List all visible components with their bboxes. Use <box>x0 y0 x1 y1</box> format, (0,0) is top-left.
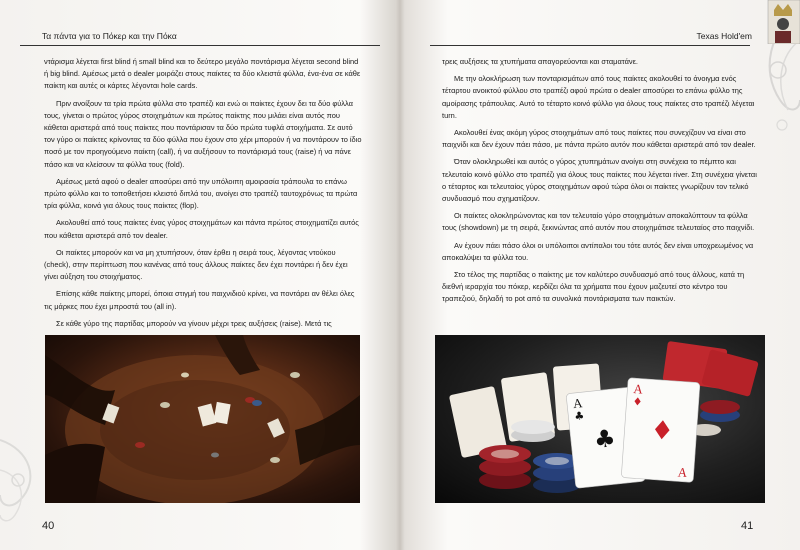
paragraph: Ακολουθεί ένας ακόμη γύρος στοιχημάτων από τους παίκτες που συνεχίζουν να είναι στο παιχνίδι και δεν έχουν πάει πάσο, με πάντα πρώτο αυτόν που κάθεται αριστερά από τον dealer. <box>442 128 756 150</box>
king-card-icon <box>766 0 800 44</box>
svg-text:♣: ♣ <box>573 409 585 424</box>
paragraph: ντάρισμα λέγεται first blind ή small blind και το δεύτερο μεγάλο ποντάρισμα λέγεται second blind ή big blind. Αμέσως μετά ο dealer μοιράζει στους παίκτες τα δύο κλειστά φύλλα, ένα-ένα σε κάθε παίκτη και αυτές οι κάρτες λέγονται hole cards. <box>44 57 361 91</box>
paragraph: Αν έχουν πάει πάσο όλοι οι υπόλοιποι αντίπαλοι του τότε αυτός δεν είναι υποχρεωμένος να αποκαλύψει τα φύλλα του. <box>442 240 754 262</box>
chip-stack-red <box>479 445 531 489</box>
running-header: Texas Hold'em <box>696 31 752 41</box>
header-divider <box>430 45 750 46</box>
poker-table-photo <box>45 335 360 503</box>
paragraph: Οι παίκτες ολοκληρώνοντας και τον τελευταίο γύρο στοιχημάτων αποκαλύπτουν τα φύλλα τους (showdown) με τη σειρά, ξεκινώντας από αυτόν που στοιχημάτισε τελευταίος στο παιχνίδι. <box>442 211 755 233</box>
body-text <box>44 56 362 335</box>
cards-and-chips-photo <box>435 335 765 503</box>
paragraph: Σε κάθε γύρο της παρτίδας μπορούν να γίνουν μέχρι τρεις αυξήσεις (raise). Μετά τις <box>56 318 332 328</box>
poker-table-illustration <box>45 335 360 503</box>
paragraph: Οι παίκτες μπορούν και να μη χτυπήσουν, όταν έρθει η σειρά τους, λέγοντας ντούκου (check), στην περίπτωση που κανένας από τους άλλους παίκτες δεν έχει ποντάρει ή δεν έχει γίνει αύξηση του στοιχήματος. <box>44 247 348 282</box>
svg-text:♣: ♣ <box>592 424 617 455</box>
paragraph: Ακολουθεί από τους παίκτες ένας γύρος στοιχημάτων και πάντα πρώτος στοιχηματίζει αυτός που κάθεται αριστερά από τον dealer. <box>44 218 359 240</box>
ace-of-diamonds-card <box>621 378 700 483</box>
paragraph: Με την ολοκλήρωση των πονταρισμάτων από τους παίκτες ακολουθεί το άνοιγμα ενός τέταρτου ανοικτού φύλλου στο τραπέζι αφού πρώτα ο dealer αποσύρει το επάνω φύλλο της αμοίρασης τράπουλας. Αυτό το τέταρτο κοινό φύλλο για όλους τους παίκτες στο τραπέζι λέγεται turn. <box>442 74 755 120</box>
svg-text:A: A <box>677 464 688 480</box>
svg-text:♦: ♦ <box>632 395 643 409</box>
cards-chips-illustration <box>435 335 765 503</box>
body-text <box>442 56 762 311</box>
paragraph: Αμέσως μετά αφού ο dealer αποσύρει από την υπόλοιπη αμοιρασία τράπουλα το επάνω πρώτο φύλλο και το τοποθετήσει κλειστό διπλά του, ανοίγει στο τραπέζι ταυτοχρόνως τα πρώτα τρία φύλλα, κοινά για όλους τους παίκτες (flop). <box>44 176 358 211</box>
paragraph: Στο τέλος της παρτίδας ο παίκτης με τον καλύτερο συνδυασμό από τους άλλους, κατά τη διεθνή ιεραρχία του πόκερ, κερδίζει όλα τα χρήματα που έχουν μαζευτεί στο κέντρο του τραπεζιού, δηλαδή το pot από τα συνολικά ποντάρισματα των παικτών. <box>442 270 745 304</box>
paragraph: Πριν ανοίξουν τα τρία πρώτα φύλλα στο τραπέζι και ενώ οι παίκτες έχουν δει τα δύο φύλλα τους, γίνεται ο πρώτος γύρος στοιχημάτων και πρώτος παίκτης που μιλάει είναι αυτός που κάθεται αριστερά από τους παίκτες που ποντάρισαν τα δύο πρώτα τυφλά στοιχήματα. Σε αυτό τον γύρο οι παίκτες κρίνοντας τα δύο φύλλα που έχουν στο χέρι μπορούν ή να ποντάρουν το ίδιο ποσό με τον προηγούμενο παίκτη (call), ή να αυξήσουν το ποντάρισμά τους (raise) ή να πάνε πάσο και να κλείσουν τα φύλλα τους (fold). <box>44 98 362 169</box>
running-header: Τα πάντα για το Πόκερ και την Πόκα <box>42 31 177 41</box>
svg-text:♦: ♦ <box>649 415 675 447</box>
left-page <box>0 0 398 550</box>
svg-text:A: A <box>632 381 644 397</box>
page-number: 41 <box>741 520 754 532</box>
chip-stack-white <box>511 420 555 442</box>
svg-text:A: A <box>572 395 584 412</box>
header-divider <box>20 45 380 46</box>
paragraph: Επίσης κάθε παίκτης μπορεί, όποια στιγμή του παιχνιδιού κρίνει, να ποντάρει αν θέλει όλες τις μάρκες που έχει μπροστά του (all in). <box>44 289 355 311</box>
paragraph: τρεις αυξήσεις τα χτυπήματα απαγορεύονται και σταματάνε. <box>442 57 638 66</box>
right-page <box>402 0 800 550</box>
paragraph: Όταν ολοκληρωθεί και αυτός ο γύρος χτυπημάτων ανοίγει στη συνέχεια το πέμπτο και τελευταίο κοινό φύλλο στο τραπέζι για όλους τους παίκτες που λέγεται river. Στη συνέχεια γίνεται ο τέταρτος και τελευταίος γύρος στοιχημάτων αφού τώρα όλοι οι παίκτες γνωρίζουν τον τελικό συνδυασμό που σχηματίζουν. <box>442 157 757 204</box>
page-number: 40 <box>42 520 55 532</box>
